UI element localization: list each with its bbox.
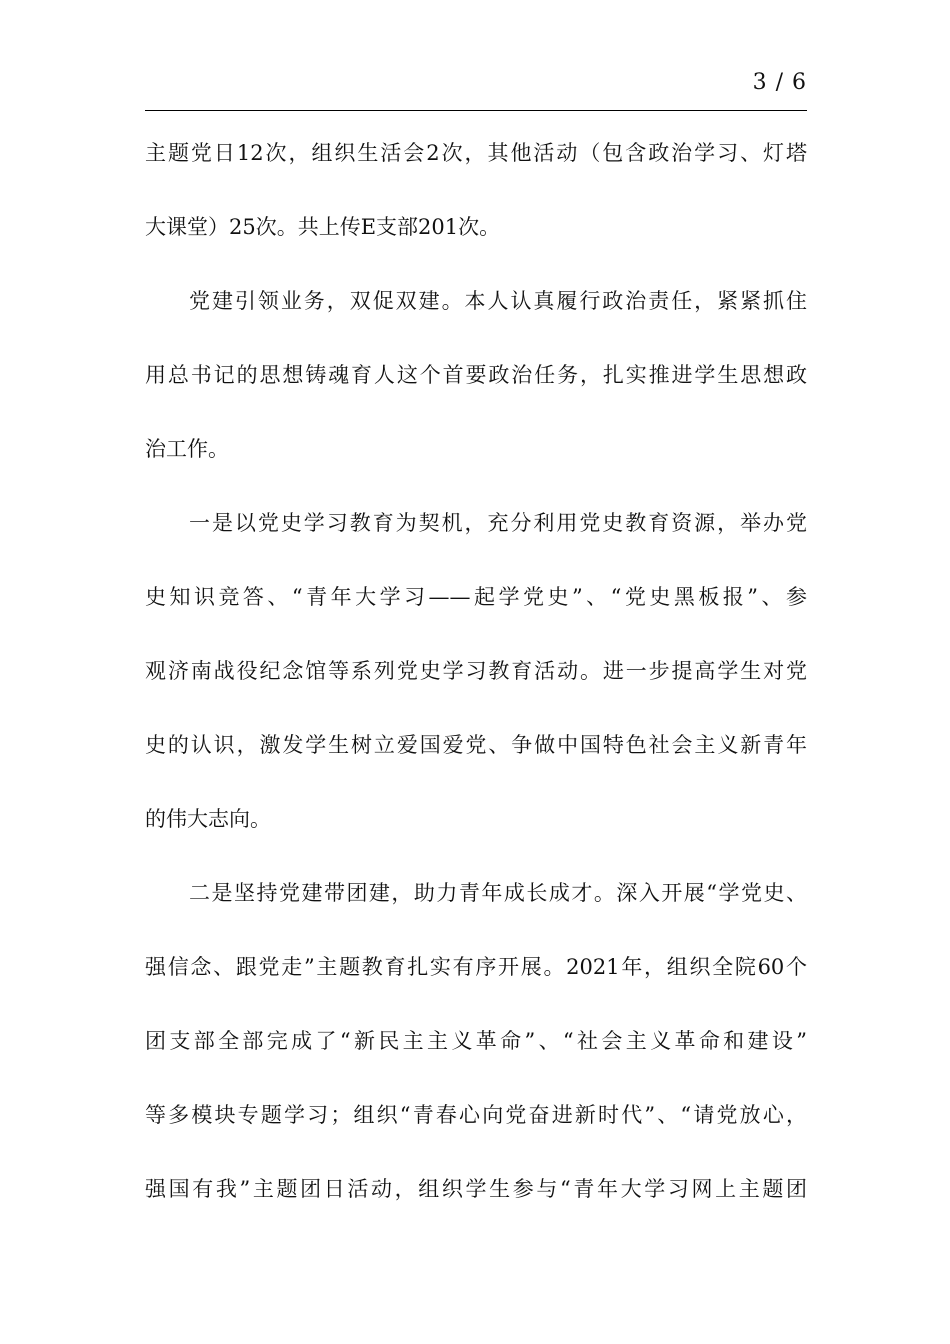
text-line: 大课堂）25次。共上传E支部201次。 (145, 215, 501, 239)
header-rule (145, 110, 807, 111)
text-line: 强信念、跟党走”主题教育扎实有序开展。2021年，组织全院60个 (145, 955, 807, 979)
text-line: 强国有我”主题团日活动，组织学生参与“青年大学习网上主题团 (145, 1177, 807, 1201)
text-line: 团支部全部完成了“新民主主义革命”、“社会主义革命和建设” (145, 1029, 807, 1053)
text-line: 等多模块专题学习；组织“青春心向党奋进新时代”、“请党放心， (145, 1103, 807, 1127)
text-line: 主题党日12次，组织生活会2次，其他活动（包含政治学习、灯塔 (145, 141, 807, 165)
text-line: 治工作。 (145, 437, 229, 461)
text-line: 史的认识，激发学生树立爱国爱党、争做中国特色社会主义新青年 (145, 733, 807, 757)
body-text (145, 122, 807, 1232)
text-line: 的伟大志向。 (145, 807, 271, 831)
paragraph-first-line: 党建引领业务，双促双建。本人认真履行政治责任，紧紧抓住 (189, 289, 807, 313)
text-line: 史知识竞答、“青年大学习——起学党史”、“党史黑板报”、参 (145, 585, 807, 609)
text-line: 观济南战役纪念馆等系列党史学习教育活动。进一步提高学生对党 (145, 659, 807, 683)
paragraph-first-line: 一是以党史学习教育为契机，充分利用党史教育资源，举办党 (189, 511, 807, 535)
paragraph-first-line: 二是坚持党建带团建，助力青年成长成才。深入开展“学党史、 (189, 881, 807, 905)
text-line: 用总书记的思想铸魂育人这个首要政治任务，扎实推进学生思想政 (145, 363, 807, 387)
page-number: 3 / 6 (752, 70, 807, 95)
